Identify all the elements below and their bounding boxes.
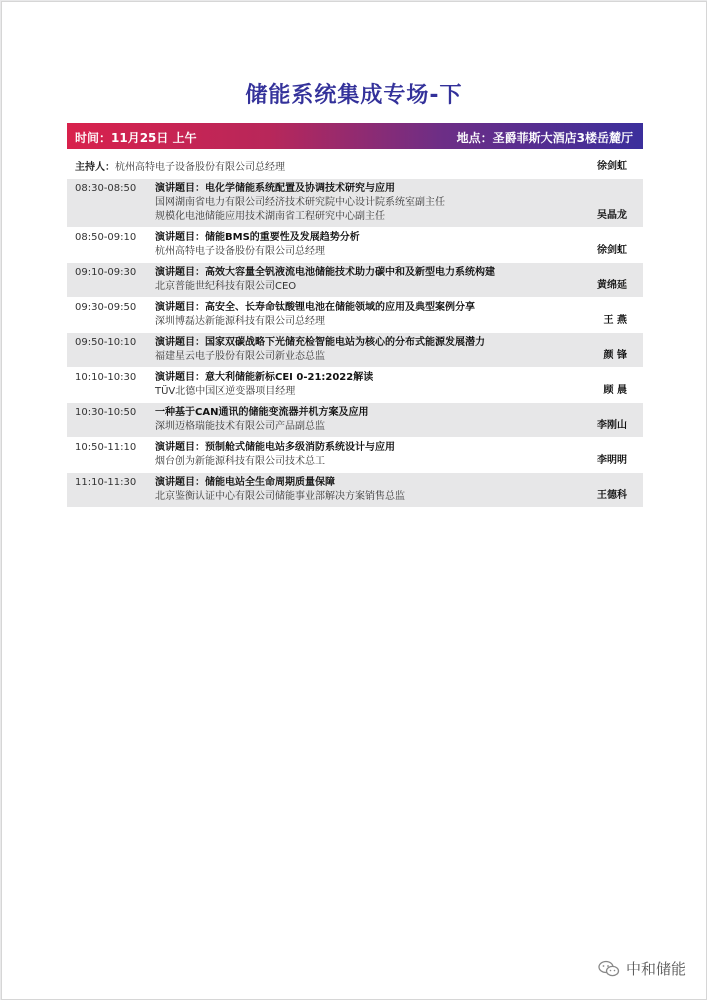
session-topic: 演讲题目：意大利储能新标CEI 0-21:2022解读	[155, 372, 374, 383]
session-topic: 演讲题目：储能电站全生命周期质量保障	[155, 477, 335, 488]
session-time: 10:30-10:50	[75, 407, 137, 418]
session-topic: 演讲题目：国家双碳战略下光储充检智能电站为核心的分布式能源发展潜力	[155, 337, 485, 348]
watermark	[598, 958, 686, 979]
session-row	[67, 403, 643, 438]
session-org: 国网湖南省电力有限公司经济技术研究院中心设计院系统室副主任	[155, 197, 445, 208]
page	[1, 1, 707, 1000]
host-label: 主持人：	[75, 162, 115, 173]
session-time: 09:50-10:10	[75, 337, 137, 348]
session-speaker: 颜 锋	[603, 350, 627, 361]
wechat-icon	[598, 960, 620, 978]
session-time: 09:30-09:50	[75, 302, 137, 313]
session-speaker: 黄绵延	[597, 280, 627, 291]
session-row	[67, 228, 643, 263]
session-speaker: 李刚山	[597, 420, 627, 431]
session-topic: 演讲题目：高安全、长寿命钛酸锂电池在储能领域的应用及典型案例分享	[155, 302, 475, 313]
session-row	[67, 368, 643, 403]
banner-location: 地点：圣爵菲斯大酒店3楼岳麓厅	[456, 131, 633, 145]
session-row	[67, 179, 643, 228]
session-time: 08:30-08:50	[75, 183, 137, 194]
session-time: 09:10-09:30	[75, 267, 137, 278]
session-speaker: 徐剑虹	[597, 245, 627, 256]
session-topic: 演讲题目：储能BMS的重要性及发展趋势分析	[155, 232, 360, 243]
session-org: 烟台创为新能源科技有限公司技术总工	[155, 456, 325, 467]
session-org: 深圳博磊达新能源科技有限公司总经理	[155, 316, 325, 327]
session-speaker: 王 燕	[603, 315, 627, 326]
session-topic: 演讲题目：高效大容量全钒液流电池储能技术助力碳中和及新型电力系统构建	[155, 267, 495, 278]
session-org-secondary: 规模化电池储能应用技术湖南省工程研究中心副主任	[155, 211, 385, 222]
schedule-table	[67, 158, 643, 508]
session-org: 杭州高特电子设备股份有限公司总经理	[155, 246, 325, 257]
session-org: 深圳迈格瑞能技术有限公司产品副总监	[155, 421, 325, 432]
session-speaker: 李明明	[597, 455, 627, 466]
banner-time: 时间：11月25日 上午	[75, 131, 197, 145]
session-speaker: 顾 晨	[603, 385, 627, 396]
session-row	[67, 298, 643, 333]
session-time: 10:50-11:10	[75, 442, 137, 453]
session-row	[67, 473, 643, 508]
session-topic: 演讲题目：预制舱式储能电站多级消防系统设计与应用	[155, 442, 395, 453]
page-title: 储能系统集成专场-下	[245, 83, 463, 108]
session-time: 10:10-10:30	[75, 372, 137, 383]
session-row	[67, 438, 643, 473]
host-row	[67, 158, 643, 179]
session-org: 北京普能世纪科技有限公司CEO	[155, 281, 297, 292]
session-time: 08:50-09:10	[75, 232, 137, 243]
session-row	[67, 333, 643, 368]
session-org: 北京鉴衡认证中心有限公司储能事业部解决方案销售总监	[155, 491, 405, 502]
host-org: 杭州高特电子设备股份有限公司总经理	[115, 162, 285, 173]
session-banner	[67, 123, 643, 149]
watermark-text: 中和储能	[625, 960, 686, 978]
session-org: TÜV北德中国区逆变器项目经理	[155, 386, 296, 397]
session-time: 11:10-11:30	[75, 477, 137, 488]
session-speaker: 王德科	[597, 490, 627, 501]
session-topic: 一种基于CAN通讯的储能变流器并机方案及应用	[155, 407, 369, 418]
host-name: 徐剑虹	[597, 161, 627, 172]
session-speaker: 吴晶龙	[597, 210, 627, 221]
session-row	[67, 263, 643, 298]
session-topic: 演讲题目：电化学储能系统配置及协调技术研究与应用	[155, 183, 395, 194]
session-org: 福建星云电子股份有限公司新业态总监	[155, 351, 325, 362]
